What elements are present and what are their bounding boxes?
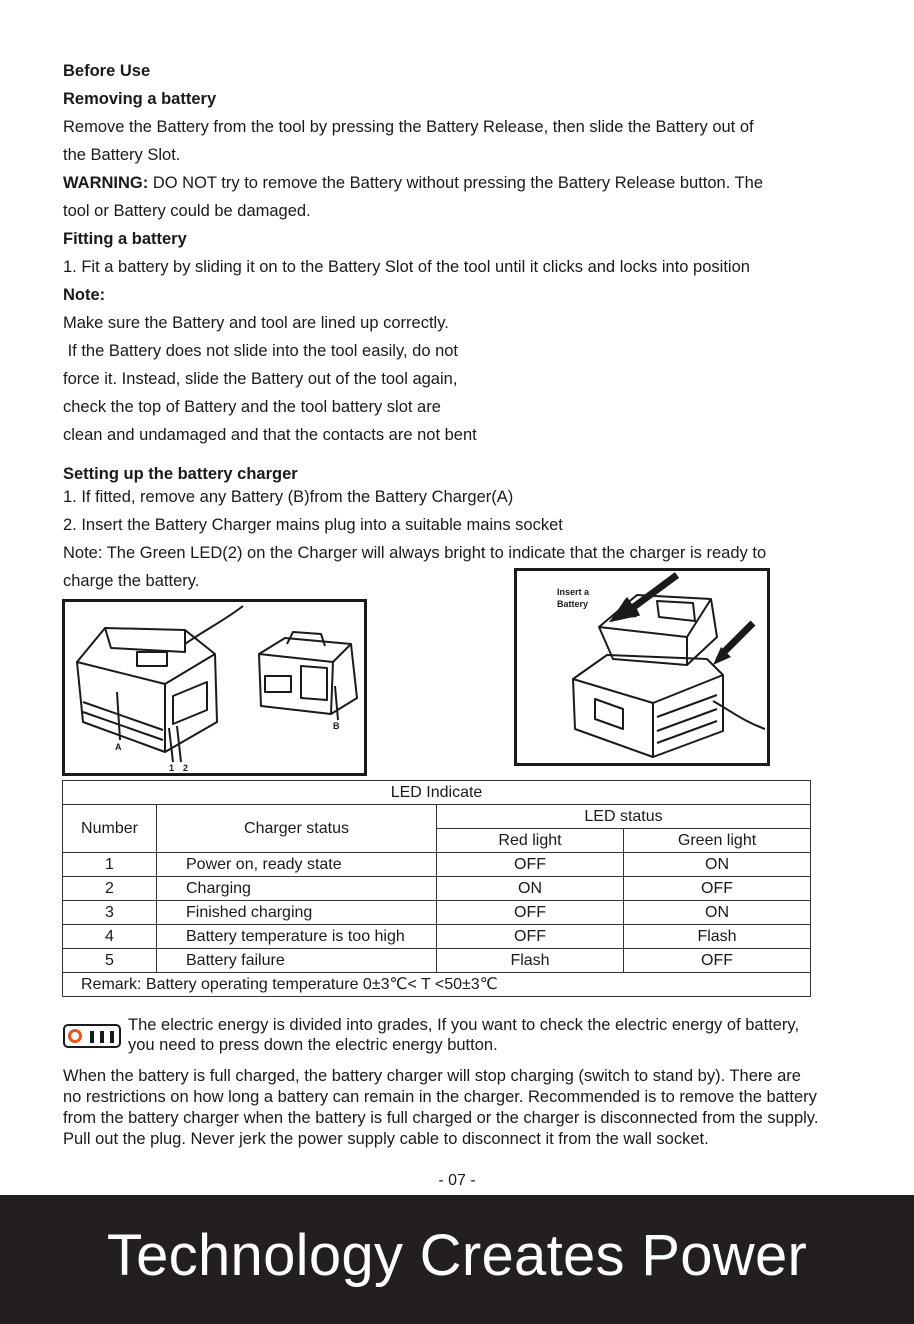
charger-and-battery-figure bbox=[62, 599, 367, 776]
fitting-battery-heading: Fitting a battery bbox=[63, 230, 187, 248]
note-text-1: Make sure the Battery and tool are lined up correctly. bbox=[63, 314, 449, 332]
table-row bbox=[63, 901, 811, 925]
row-green: OFF bbox=[624, 877, 811, 901]
row-green: ON bbox=[624, 853, 811, 877]
insert-battery-illustration bbox=[517, 571, 767, 763]
table-row bbox=[63, 949, 811, 973]
warning-label: WARNING: bbox=[63, 174, 149, 192]
energy-text-1: The electric energy is divided into grades, If you want to check the electric energy of battery, bbox=[128, 1016, 800, 1034]
insert-caption-2: Battery bbox=[557, 599, 589, 609]
insert-caption-1: Insert a bbox=[557, 587, 590, 597]
battery-level-icon bbox=[63, 1024, 121, 1048]
charger-cable bbox=[713, 701, 765, 729]
warning-body: DO NOT try to remove the Battery without pressing the Battery Release button. The bbox=[148, 174, 764, 192]
page-number: - 07 - bbox=[438, 1172, 476, 1189]
led-indicate-table bbox=[62, 780, 811, 997]
charger-text-3: Note: The Green LED(2) on the Charger will always bright to indicate that the charger is ready to bbox=[63, 544, 767, 562]
led-table-title: LED Indicate bbox=[63, 781, 811, 805]
row-red: OFF bbox=[437, 925, 624, 949]
row-status: Battery failure bbox=[157, 949, 437, 973]
row-status: Battery temperature is too high bbox=[157, 925, 437, 949]
note-text-5: clean and undamaged and that the contacts are not bent bbox=[63, 426, 477, 444]
warning-text-2: tool or Battery could be damaged. bbox=[63, 202, 311, 220]
row-number: 3 bbox=[63, 901, 157, 925]
row-number: 5 bbox=[63, 949, 157, 973]
charger-text-4: charge the battery. bbox=[63, 572, 200, 590]
row-number: 2 bbox=[63, 877, 157, 901]
row-status: Finished charging bbox=[157, 901, 437, 925]
charger-text-1: 1. If fitted, remove any Battery (B)from the Battery Charger(A) bbox=[63, 488, 514, 506]
col-green-light-header: Green light bbox=[624, 829, 811, 853]
battery-level-bar bbox=[100, 1031, 104, 1043]
footer-slogan: Technology Creates Power bbox=[106, 1223, 808, 1288]
table-row bbox=[63, 853, 811, 877]
full-charge-text-1: When the battery is full charged, the battery charger will stop charging (switch to stand by). There are bbox=[63, 1067, 801, 1085]
col-red-light-header: Red light bbox=[437, 829, 624, 853]
note-heading: Note: bbox=[63, 286, 106, 304]
removing-battery-heading: Removing a battery bbox=[63, 90, 217, 108]
removing-text-1: Remove the Battery from the tool by pressing the Battery Release, then slide the Battery out of bbox=[63, 118, 754, 136]
col-led-status-header: LED status bbox=[437, 805, 811, 829]
label-1: 1 bbox=[169, 763, 175, 773]
full-charge-text-3: from the battery charger when the battery is full charged or the charger is disconnected from the supply. bbox=[63, 1109, 819, 1127]
col-charger-status-header: Charger status bbox=[157, 805, 437, 853]
full-charge-text-2: no restrictions on how long a battery can remain in the charger. Recommended is to remove the battery bbox=[63, 1088, 817, 1106]
charger-battery-illustration bbox=[65, 602, 364, 773]
charger-text-2: 2. Insert the Battery Charger mains plug into a suitable mains socket bbox=[63, 516, 563, 534]
full-charge-text-4: Pull out the plug. Never jerk the power supply cable to disconnect it from the wall socket. bbox=[63, 1130, 709, 1148]
footer-banner bbox=[0, 1195, 914, 1324]
row-red: Flash bbox=[437, 949, 624, 973]
label-2: 2 bbox=[183, 763, 189, 773]
row-number: 4 bbox=[63, 925, 157, 949]
note-text-2: If the Battery does not slide into the tool easily, do not bbox=[63, 342, 459, 360]
charger-cable bbox=[185, 606, 243, 644]
row-red: ON bbox=[437, 877, 624, 901]
charger-setup-heading: Setting up the battery charger bbox=[63, 465, 298, 483]
table-row bbox=[63, 925, 811, 949]
row-red: OFF bbox=[437, 853, 624, 877]
removing-text-2: the Battery Slot. bbox=[63, 146, 181, 164]
battery-level-bar bbox=[90, 1031, 94, 1043]
battery-level-bar bbox=[110, 1031, 114, 1043]
label-b: B bbox=[333, 721, 340, 731]
note-text-3: force it. Instead, slide the Battery out of the tool again, bbox=[63, 370, 458, 388]
warning-text-1 bbox=[63, 173, 763, 193]
charger-display bbox=[173, 682, 207, 724]
row-green: OFF bbox=[624, 949, 811, 973]
table-row bbox=[63, 877, 811, 901]
fitting-text-1: 1. Fit a battery by sliding it on to the Battery Slot of the tool until it clicks and locks into position bbox=[63, 258, 750, 276]
label-a: A bbox=[115, 742, 122, 752]
temperature-remark: Remark: Battery operating temperature 0±3℃< T <50±3℃ bbox=[63, 973, 811, 997]
before-use-heading: Before Use bbox=[63, 62, 151, 80]
row-status: Power on, ready state bbox=[157, 853, 437, 877]
insert-battery-figure bbox=[514, 568, 770, 766]
row-status: Charging bbox=[157, 877, 437, 901]
row-number: 1 bbox=[63, 853, 157, 877]
row-green: ON bbox=[624, 901, 811, 925]
col-number-header: Number bbox=[63, 805, 157, 853]
battery-level-ring bbox=[68, 1029, 82, 1043]
energy-text-2: you need to press down the electric energy button. bbox=[128, 1036, 498, 1054]
note-text-4: check the top of Battery and the tool battery slot are bbox=[63, 398, 441, 416]
row-red: OFF bbox=[437, 901, 624, 925]
row-green: Flash bbox=[624, 925, 811, 949]
